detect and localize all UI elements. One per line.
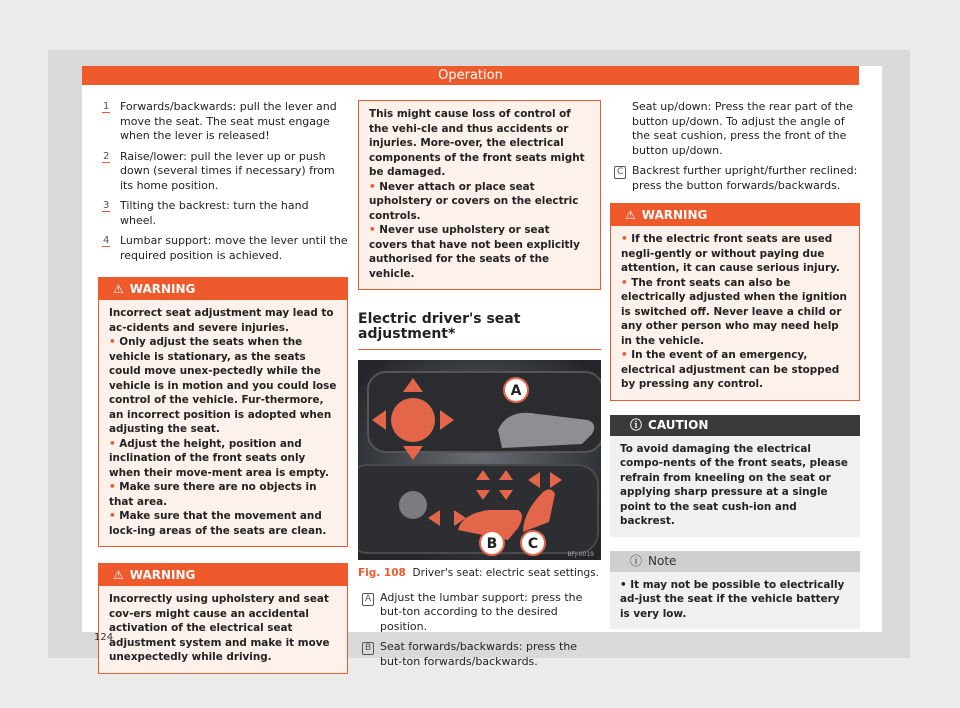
step-letter: C bbox=[614, 166, 626, 179]
step-item bbox=[98, 150, 348, 194]
step-item bbox=[358, 640, 601, 669]
seat-controls-figure bbox=[358, 360, 601, 560]
step-letter: A bbox=[362, 593, 374, 606]
column-1 bbox=[98, 100, 348, 674]
warning-box bbox=[610, 203, 860, 401]
step-text: Tilting the backrest: turn the hand wheel. bbox=[120, 199, 309, 227]
step-number: 3 bbox=[103, 200, 110, 211]
caution-body: To avoid damaging the electrical compo-nents of the front seats, please refrain from kneeling on the seat or applying sharp pressure at a single point to the seat cush-ion and backrest. bbox=[620, 442, 848, 527]
column-3 bbox=[610, 100, 860, 629]
caution-icon: ⓘ bbox=[630, 417, 643, 432]
step-item bbox=[98, 100, 348, 144]
warning-body bbox=[611, 226, 859, 400]
warning-header bbox=[99, 564, 347, 586]
warning-header bbox=[611, 204, 859, 226]
warning-bullet: • Only adjust the seats when the vehicle is stationary, as the seats could move unex-pectedly while the vehicle is in motion and you could lose control of the vehicle. Fur-thermore, an incorrect position is adopted when adjusting the seat. bbox=[109, 336, 337, 435]
warning-header bbox=[99, 278, 347, 300]
caution-box bbox=[610, 415, 860, 537]
warning-triangle-icon: ⚠ bbox=[625, 208, 636, 222]
warning-body: Incorrectly using upholstery and seat cov-ers might cause an accidental activation of the electrical seat adjustment system and make it move unexpectedly while driving. bbox=[109, 593, 330, 663]
figure-code: BFJ-0019 bbox=[567, 551, 594, 558]
caption-text: Driver's seat: electric seat settings. bbox=[412, 567, 600, 579]
seat-controls-illustration bbox=[358, 360, 601, 560]
warning-title: WARNING bbox=[129, 282, 196, 296]
warning-bullet: • Never use upholstery or seat covers that have not been explicitly authorised for the seats of the vehicle. bbox=[369, 224, 580, 280]
figure-caption bbox=[358, 566, 601, 581]
warning-body bbox=[99, 300, 347, 546]
figure-label-a: A bbox=[510, 383, 522, 399]
step-text: Raise/lower: pull the lever up or push down (several times if necessary) from its home position. bbox=[120, 149, 335, 192]
caution-header bbox=[610, 415, 860, 436]
warning-box bbox=[98, 563, 348, 674]
step-continued bbox=[610, 100, 860, 158]
warning-bullet: • Adjust the height, position and inclination of the front seats only when their move-ment area is empty. bbox=[109, 437, 329, 479]
step-number: 2 bbox=[103, 150, 110, 162]
step-text: Adjust the lumbar support: press the but-ton according to the desired position. bbox=[380, 590, 583, 633]
warning-box bbox=[98, 277, 348, 547]
step-text: Seat up/down: Press the rear part of the button up/down. To adjust the angle of the seat cushion, press the front of the button up/down. bbox=[632, 100, 853, 157]
warning-bullet: • If the electric front seats are used negli-gently or without paying due attention, it can cause serious injury. bbox=[621, 233, 840, 274]
info-icon: ⓘ bbox=[630, 553, 643, 568]
warning-triangle-icon: ⚠ bbox=[113, 282, 124, 296]
warning-continued-box bbox=[358, 100, 601, 290]
figure-number: Fig. 108 bbox=[358, 567, 406, 579]
step-item bbox=[610, 164, 860, 193]
step-item bbox=[358, 591, 601, 635]
step-item bbox=[98, 234, 348, 263]
step-letter: B bbox=[362, 642, 374, 655]
warning-bullet: • In the event of an emergency, electrical adjustment can be stopped by pressing any control. bbox=[621, 349, 840, 390]
caution-title: CAUTION bbox=[648, 417, 709, 432]
warning-bullet: • The front seats can also be electrically adjusted when the ignition is switched off. Never leave a child or any other person who may need help in the vehicle. bbox=[621, 276, 847, 347]
step-text: Backrest further upright/further reclined: press the button forwards/backwards. bbox=[632, 164, 858, 192]
step-number: 4 bbox=[103, 235, 110, 246]
warning-intro: Incorrect seat adjustment may lead to ac-cidents and severe injuries. bbox=[109, 307, 334, 334]
note-body: • It may not be possible to electrically ad-just the seat if the vehicle battery is very low. bbox=[620, 578, 845, 620]
section-title: Electric driver's seat adjustment* bbox=[358, 312, 601, 350]
warning-title: WARNING bbox=[129, 568, 196, 582]
warning-bullet: • Make sure that the movement and lock-ing areas of the seats are clean. bbox=[109, 510, 327, 537]
column-2 bbox=[358, 100, 601, 675]
step-text: Forwards/backwards: pull the lever and move the seat. The seat must engage when the lever is released! bbox=[120, 100, 337, 142]
warning-triangle-icon: ⚠ bbox=[113, 568, 124, 582]
warning-title: WARNING bbox=[641, 208, 708, 222]
page-number: 124 bbox=[94, 632, 114, 643]
step-text: Seat forwards/backwards: press the but-ton forwards/backwards. bbox=[380, 640, 578, 668]
note-header bbox=[610, 551, 860, 572]
figure-label-c: C bbox=[527, 536, 539, 552]
step-item bbox=[98, 199, 348, 228]
figure-label-b: B bbox=[486, 536, 498, 552]
step-text: Lumbar support: move the lever until the required position is achieved. bbox=[120, 234, 348, 262]
warning-bullet: • Make sure there are no objects in that area. bbox=[109, 481, 317, 508]
note-box bbox=[610, 551, 860, 630]
warning-intro: This might cause loss of control of the vehi-cle and thus accidents or injuries. More-over, the electrical components of the front seats might be damaged. bbox=[369, 108, 585, 178]
step-number: 1 bbox=[103, 101, 110, 112]
section-header: Operation bbox=[82, 66, 859, 85]
warning-bullet: • Never attach or place seat upholstery or covers on the electric controls. bbox=[369, 180, 579, 222]
note-title: Note bbox=[648, 553, 677, 568]
